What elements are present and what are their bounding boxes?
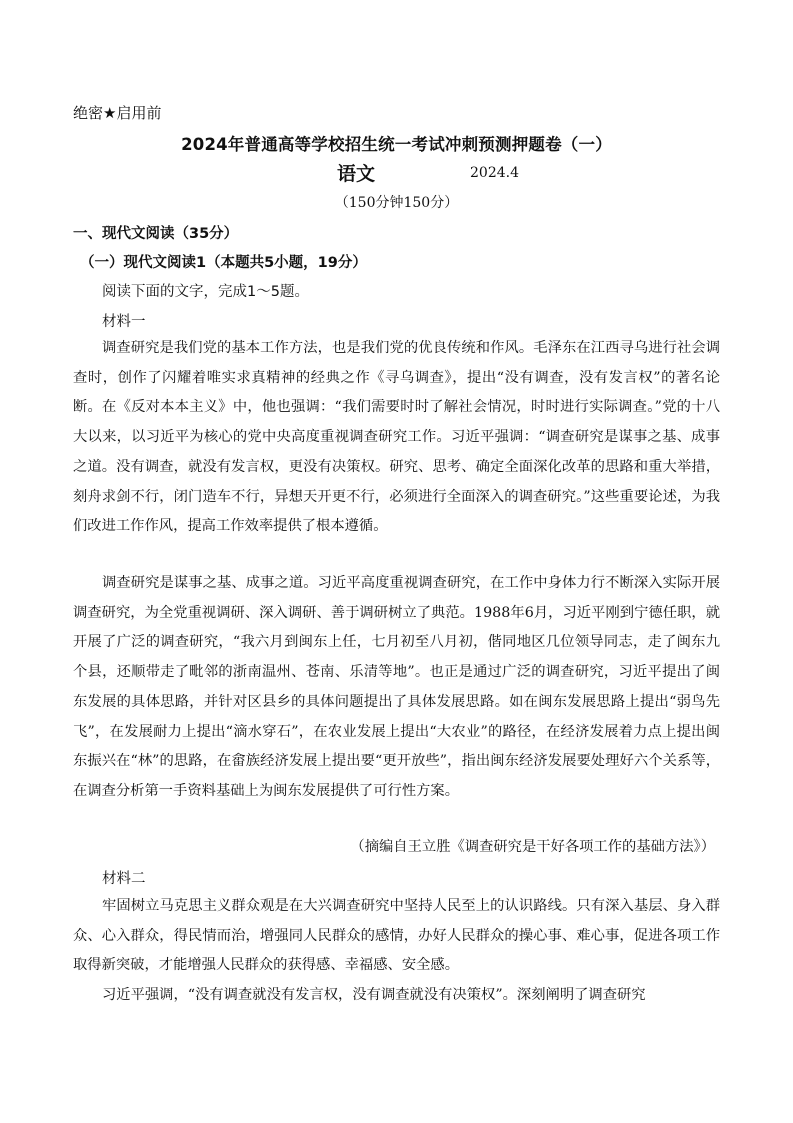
material-1-paragraph-2: 调查研究是谋事之基、成事之道。习近平高度重视调查研究，在工作中身体力行不断深入实际开展调查研究，为全党重视调研、深入调研、善于调研树立了典范。1988年6月，习近平刚到宁德任职，就开展了广泛的调查研究，“我六月到闽东上任，七月初至八月初，偕同地区几位领导同志，走了闽东九个县，还顺带走了毗邻的浙南温州、苍南、乐清等地”。也正是通过广泛的调查研究，习近平提出了闽东发展的具体思路，并针对区县乡的具体问题提出了具体发展思路。如在闽东发展思路上提出“弱鸟先飞”，在发展耐力上提出“滴水穿石”，在农业发展上提出“大农业”的路径，在经济发展着力点上提出闽东振兴在“林”的思路，在畲族经济发展上提出要“更开放些”，指出闽东经济发展要处理好六个关系等，在调查分析第一手资料基础上为闽东发展提供了可行性方案。 <box>73 575 720 799</box>
exam-time: （150分钟150分） <box>334 195 459 211</box>
material-2-paragraph-1: 牢固树立马克思主义群众观是在大兴调查研究中坚持人民至上的认识路线。只有深入基层、身入群众、心入群众，得民情而治，增强同人民群众的感情，办好人民群众的操心事、难心事，促进各项工作取得新突破，才能增强人民群众的获得感、幸福感、安全感。 <box>73 898 720 974</box>
section-heading: 一、现代文阅读（35分） <box>73 226 239 242</box>
exam-title: 2024年普通高等学校招生统一考试冲刺预测押题卷（一） <box>181 135 612 154</box>
material-1-source: （摘编自王立胜《调查研究是干好各项工作的基础方法》） <box>350 839 715 855</box>
subsection-heading: （一）现代文阅读1（本题共5小题，19分） <box>80 255 367 271</box>
reading-instruction: 阅读下面的文字，完成1～5题。 <box>102 284 309 300</box>
material-1-label: 材料一 <box>102 314 146 330</box>
secret-label: 绝密★启用前 <box>73 104 162 122</box>
material-1-paragraph-1: 调查研究是我们党的基本工作方法，也是我们党的优良传统和作风。毛泽东在江西寻乌进行社会调查时，创作了闪耀着唯实求真精神的经典之作《寻乌调查》，提出“没有调查，没有发言权”的著名论断。在《反对本本主义》中，他也强调：“我们需要时时了解社会情况，时时进行实际调查。”党的十八大以来，以习近平为核心的党中央高度重视调查研究工作。习近平强调：“调查研究是谋事之基、成事之道。没有调查，就没有发言权，更没有决策权。研究、思考、确定全面深化改革的思路和重大举措，刻舟求剑不行，闭门造车不行，异想天开更不行，必须进行全面深入的调查研究。”这些重要论述，为我们改进工作作风，提高工作效率提供了根本遵循。 <box>73 340 720 535</box>
subject-title: 语文 <box>337 163 376 185</box>
material-2-label: 材料二 <box>102 871 146 887</box>
exam-date: 2024.4 <box>470 165 519 181</box>
material-2-paragraph-2: 习近平强调，“没有调查就没有发言权，没有调查就没有决策权”。深刻阐明了调查研究 <box>102 987 646 1003</box>
